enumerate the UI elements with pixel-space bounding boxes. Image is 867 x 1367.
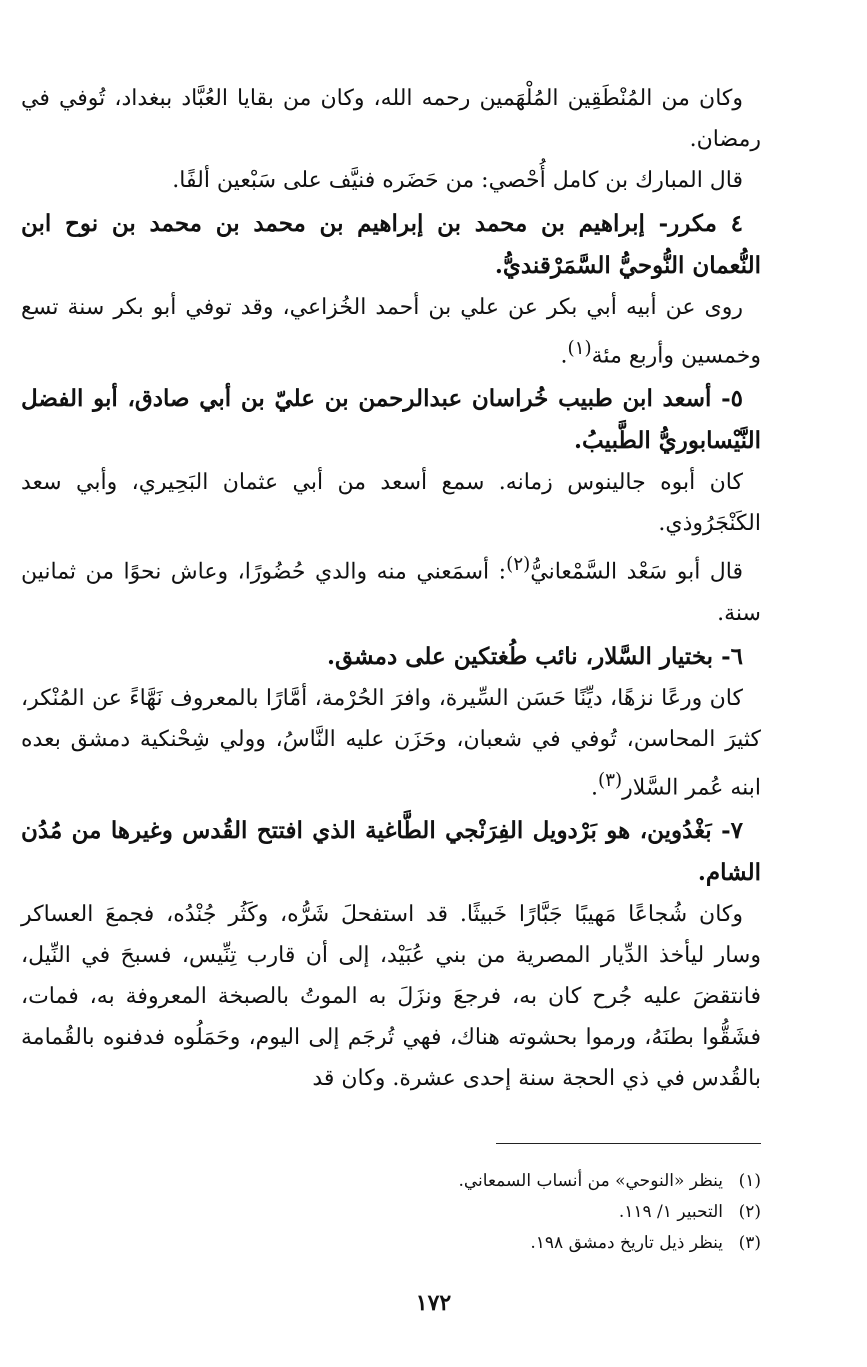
paragraph-4: كان أبوه جالينوس زمانه. سمع أسعد من أبي عثمان البَحِيري، وأبي سعد الكَنْجَرُوذي. [21,470,761,537]
footnote-2 [21,1197,761,1228]
footnote-number: (٣) [738,1233,761,1253]
page-number: ١٧٢ [415,1290,452,1316]
footnote-separator [496,1143,761,1144]
paragraph-5-b: : أسمَعني منه والدي حُضُورًا، وعاش نحوًا من ثمانين سنة. [21,559,761,626]
footnote-text: ينظر «النوحي» من أنساب السمعاني. [458,1171,723,1191]
paragraph-7: وكان شُجاعًا مَهيبًا جَبَّارًا خَبيثًا. قد استفحلَ شَرُّه، وكَثُر جُنْدُه، فجمعَ العساكر وسار ليأخذ الدِّيار المصرية من بني عُبَيْد، إلى أن قارب تِنِّيس، فسبحَ في النِّيل، فانتقضَ عليه جُرح كان به، فرجعَ ونزَلَ به الموتُ بالصبخة المعروفة به، فمات، فشَقُّوا بطنَهُ، ورموا بحشوته هناك، فهي تُرجَم إلى اليوم، وحَمَلُوه فدفنوه بالقُمامة بالقُدس في ذي الحجة سنة إحدى عشرة. وكان قد [21,901,761,1091]
footnote-number: (٢) [738,1202,761,1222]
paragraph-1: وكان من المُنْطَقِين المُلْهَمين رحمه الله، وكان من بقايا العُبَّاد ببغداد، تُوفي في رمضان. [21,86,761,152]
footnote-text: ينظر ذيل تاريخ دمشق ١٩٨. [530,1233,723,1253]
footnote-text: التحبير ١/ ١١٩. [618,1202,723,1222]
entry-heading-4: ٤ مكرر- إبراهيم بن محمد بن إبراهيم بن محمد بن محمد بن نوح ابن النُّعمان النُّوحيُّ السَّمَرْقنديُّ. [21,210,761,279]
footnote-number: (١) [738,1171,761,1191]
footnotes [21,1166,761,1259]
main-text [21,78,761,1099]
paragraph-6: كان ورعًا نزهًا، ديِّنًا حَسَن السِّيرة، وافرَ الحُرْمة، أمَّارًا بالمعروف نَهَّاءً عن المُنْكر، كثيرَ المحاسن، تُوفي في شعبان، وحَزَن عليه النَّاسُ، وولي شِحْنكية دمشق بعده ابنه عُمر السَّلار$^{(٣)}$. [21,685,761,800]
entry-heading-5: ٥- أسعد ابن طبيب خُراسان عبدالرحمن بن عليّ بن أبي صادق، أبو الفضل النَّيْسابوريُّ الطَّبيبُ. [21,385,761,455]
footnote-ref-1: (١) [567,338,592,359]
footnote-ref-3: (٣) [597,769,623,791]
footnote-3 [21,1228,761,1259]
footnote-1 [21,1166,761,1197]
entry-heading-7: ٧- بَغْدُوين، هو بَرْدويل الفِرَنْجي الطَّاغية الذي افتتح القُدس وغيرها من مُدُن الشام. [21,816,761,886]
entry-heading-6: ٦- بختيار السَّلار، نائب طُغتكين على دمشق. [326,642,743,670]
paragraph-3: روى عن أبيه أبي بكر عن علي بن أحمد الخُزاعي، وقد توفي أبو بكر سنة تسع وخمسين وأربع مئة$^{(١)}$. [21,295,761,369]
paragraph-2: قال المبارك بن كامل أُحْصي: من حَضَره فنيَّف على سَبْعين ألفًا. [172,168,743,193]
paragraph-5 [21,544,761,633]
separator-line [496,1143,761,1144]
paragraph-5-a: قال أبو سَعْد السَّمْعانيُّ [530,559,743,585]
paragraph-3-text: روى عن أبيه أبي بكر عن علي بن أحمد الخُزاعي، وقد توفي أبو بكر سنة تسع وخمسين وأربع مئة [21,295,761,369]
footnote-ref-2: (٢) [506,554,531,576]
paragraph-6-text: كان ورعًا نزهًا، ديِّنًا حَسَن السِّيرة، وافرَ الحُرْمة، أمَّارًا بالمعروف نَهَّاءً عن المُنْكر، كثيرَ المحاسن، تُوفي في شعبان، وحَزَن عليه النَّاسُ، وولي شِحْنكية دمشق بعده ابنه عُمر السَّلار [21,685,761,800]
